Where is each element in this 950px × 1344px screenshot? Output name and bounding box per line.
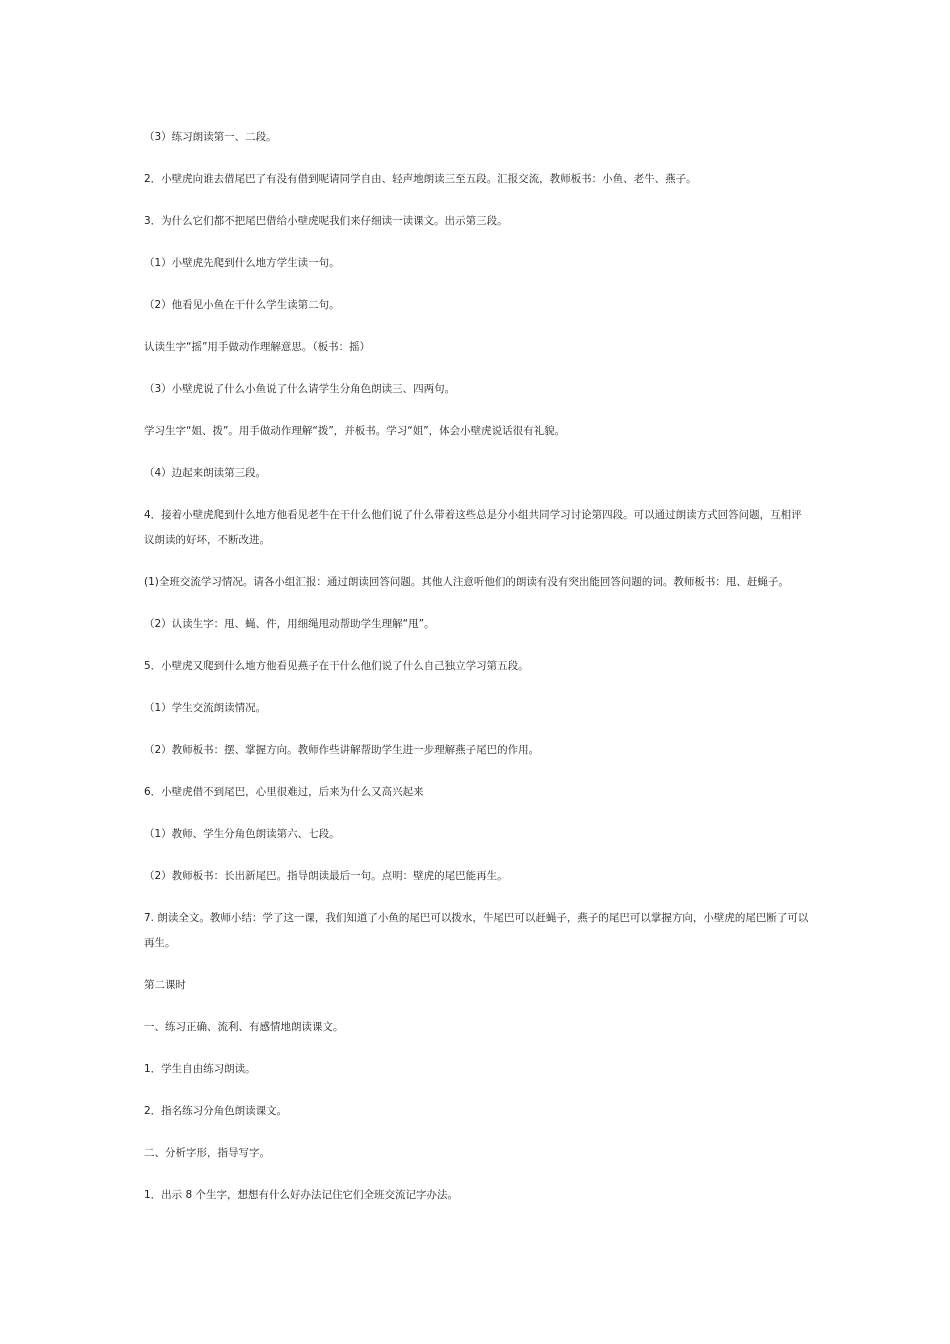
document-body bbox=[144, 125, 812, 1225]
paragraph: 二、分析字形，指导写字。 bbox=[144, 1147, 270, 1159]
paragraph: （2）认读生字：甩、蝇、件，用细绳甩动帮助学生理解“甩”。 bbox=[144, 618, 435, 630]
paragraph: （4）边起来朗读第三段。 bbox=[144, 467, 267, 479]
paragraph: （3）练习朗读第一、二段。 bbox=[144, 131, 277, 143]
paragraph: 2．小壁虎向谁去借尾巴了有没有借到呢请同学自由、轻声地朗读三至五段。汇报交流，教师板书：小鱼、老牛、燕子。 bbox=[144, 173, 697, 185]
paragraph: 1．学生自由练习朗读。 bbox=[144, 1063, 256, 1075]
paragraph: 4．接着小壁虎爬到什么地方他看见老牛在干什么他们说了什么带着这些总是分小组共同学习讨论第四段。可以通过朗读方式回答问题，互相评议朗读的好坏，不断改进。 bbox=[144, 509, 802, 546]
paragraph: （2）他看见小鱼在干什么学生读第二句。 bbox=[144, 299, 340, 311]
paragraph: 7. 朗读全文。教师小结：学了这一课，我们知道了小鱼的尾巴可以拨水，牛尾巴可以赶蝇子，燕子的尾巴可以掌握方向，小壁虎的尾巴断了可以再生。 bbox=[144, 912, 809, 949]
paragraph: 认读生字“摇”用手做动作理解意思。（板书：摇） bbox=[144, 341, 371, 353]
paragraph: 3．为什么它们都不把尾巴借给小壁虎呢我们来仔细读一读课文。出示第三段。 bbox=[144, 215, 508, 227]
paragraph: （1）小壁虎先爬到什么地方学生读一句。 bbox=[144, 257, 340, 269]
paragraph: 学习生字“姐、拨”。用手做动作理解“拨”，并板书。学习“姐”，体会小壁虎说话很有礼貌。 bbox=[144, 425, 566, 437]
paragraph: 2．指名练习分角色朗读课文。 bbox=[144, 1105, 288, 1117]
paragraph: （2）教师板书：摆、掌握方向。教师作些讲解帮助学生进一步理解燕子尾巴的作用。 bbox=[144, 744, 540, 756]
paragraph: （3）小壁虎说了什么小鱼说了什么请学生分角色朗读三、四两句。 bbox=[144, 383, 456, 395]
paragraph: 1．出示 8 个生字，想想有什么好办法记住它们全班交流记字办法。 bbox=[144, 1189, 459, 1201]
paragraph: （2）教师板书：长出新尾巴。指导朗读最后一句。点明：壁虎的尾巴能再生。 bbox=[144, 870, 508, 882]
section-heading: 第二课时 bbox=[144, 979, 186, 991]
paragraph: 5．小壁虎又爬到什么地方他看见燕子在干什么他们说了什么自己独立学习第五段。 bbox=[144, 660, 529, 672]
paragraph: (1)全班交流学习情况。请各小组汇报：通过朗读回答问题。其他人注意听他们的朗读有没有突出能回答问题的词。教师板书：甩、赶蝇子。 bbox=[144, 576, 789, 588]
paragraph: （1）学生交流朗读情况。 bbox=[144, 702, 267, 714]
paragraph: 一、练习正确、流利、有感情地朗读课文。 bbox=[144, 1021, 344, 1033]
paragraph: （1）教师、学生分角色朗读第六、七段。 bbox=[144, 828, 340, 840]
paragraph: 6．小壁虎借不到尾巴，心里很难过，后来为什么又高兴起来 bbox=[144, 786, 424, 798]
